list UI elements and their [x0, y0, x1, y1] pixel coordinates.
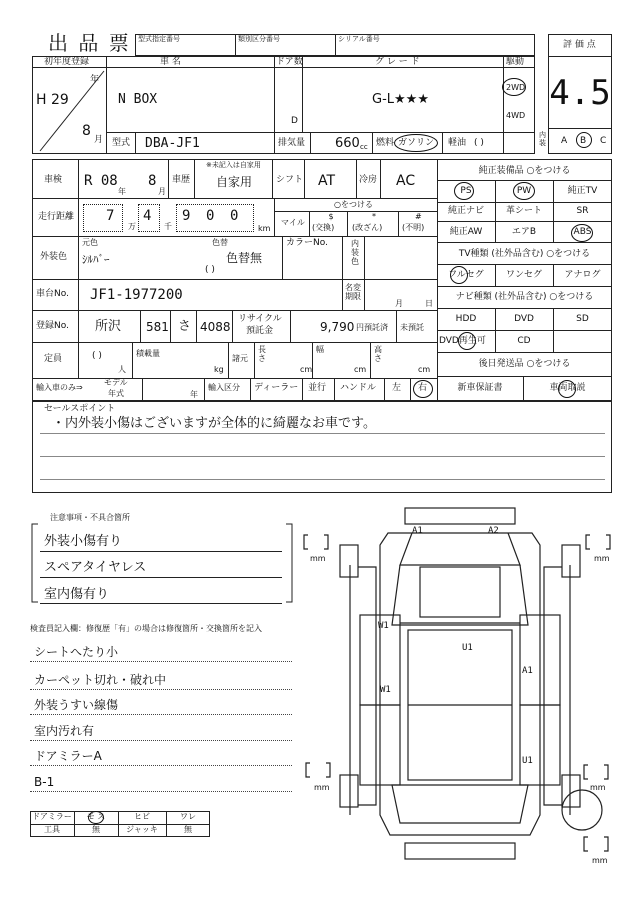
interior-b[interactable]: B [580, 136, 587, 146]
plate-label: 登録No. [36, 321, 69, 331]
year-unit: 年 [90, 75, 100, 85]
fuel-gasoline[interactable]: ガソリン [398, 138, 435, 148]
navi-sd[interactable]: SD [576, 314, 589, 324]
later-manual[interactable]: 車両取説 [549, 383, 586, 393]
color-orig: ｼﾙﾊﾞｰ [82, 253, 110, 266]
displacement-label: 排気量 [278, 138, 306, 148]
later-title: 後日発送品 ○をつける [478, 359, 571, 369]
equip-sr[interactable]: SR [576, 206, 589, 216]
later-manual-circle [558, 380, 576, 398]
dvd-playback[interactable]: DVD再生可 [439, 336, 486, 346]
mileage-digit-4: 0 [206, 208, 215, 224]
first-reg-month: 8 [82, 123, 91, 139]
model-value: DBA-JF1 [145, 136, 200, 151]
tv-title: TV種類 (社外品含む) ○をつける [458, 249, 591, 259]
score-value: 4.5 [549, 73, 611, 113]
import-label: 輸入車のみ⇒ [36, 383, 83, 392]
shaken-label: 車検 [44, 175, 63, 185]
dimensions-label: 諸元 [232, 354, 248, 363]
navi-dvd[interactable]: DVD [514, 314, 534, 324]
cc-unit: cc [360, 143, 368, 151]
width-label: 幅 [316, 345, 324, 354]
history-value: 自家用 [216, 175, 253, 189]
right-label[interactable]: 右 [418, 383, 428, 393]
ac-label: 冷房 [359, 175, 378, 185]
altered-l1[interactable]: * [372, 212, 376, 221]
color-change: 色替無 [226, 251, 263, 265]
tv-fullseg-circle [450, 266, 468, 284]
shaken-month: 8 [148, 173, 157, 189]
unknown-l1[interactable]: # [415, 212, 422, 221]
shaken-value: R 08 [84, 173, 118, 189]
capacity-label: 定員 [44, 354, 63, 364]
genuine-title: 純正装備品 ○をつける [478, 166, 571, 176]
tool-mirror-circle [88, 811, 104, 824]
capacity-value: ( ) [92, 351, 102, 361]
width-cm-unit: cm [354, 365, 367, 374]
equip-abs[interactable]: ABS [573, 227, 592, 237]
note-item-3: 室内傷有り [44, 587, 110, 602]
inspector-label: 検査員記入欄：修復歴「有」の場合は修復箇所・交換箇所を記入 [30, 624, 262, 633]
height-cm-unit: cm [418, 365, 431, 374]
recycle-value: 9,790 [320, 320, 355, 334]
navi-title: ナビ種類 (社外品含む) ○をつける [455, 292, 594, 302]
serial-label: シリアル番号 [338, 35, 380, 43]
unit-man: 万 [128, 222, 136, 231]
name-change-label: 名変期限 [345, 283, 361, 301]
kg-unit: kg [214, 365, 224, 374]
car-name-label: 車 名 [160, 57, 181, 67]
model-year-l1: モデル [104, 378, 128, 387]
grade-label: グ レ ー ド [375, 57, 420, 67]
mileage-digit-2: 4 [143, 208, 152, 224]
recycle-l2: 預託金 [246, 326, 274, 336]
equip-pw-circle [513, 182, 535, 200]
form-title: 出 品 票 [48, 31, 131, 55]
chassis-value: JF1-1977200 [90, 287, 183, 303]
recycle-paid[interactable]: 円預託済 [356, 323, 388, 332]
interior-label: 内装 [539, 131, 546, 147]
equip-abs-circle [571, 224, 593, 242]
mm-unit-spare: mm [592, 856, 608, 865]
name-change-month: 月 [395, 299, 403, 308]
later-warranty[interactable]: 新車保証書 [457, 383, 503, 393]
person-unit: 人 [118, 365, 126, 374]
load-label: 積載量 [136, 349, 160, 358]
mark-u1-right: U1 [522, 756, 533, 766]
inspector-item-1: シートへたり小 [34, 645, 119, 659]
drive-4wd[interactable]: 4WD [506, 111, 526, 120]
equip-airbag[interactable]: エアB [511, 227, 537, 237]
mark-a1-right: A1 [522, 666, 533, 676]
drive-2wd[interactable]: 2WD [506, 83, 526, 92]
ac-value: AC [396, 173, 416, 189]
color-paren: ( ) [205, 265, 215, 275]
height-label: 高さ [374, 345, 382, 363]
history-label: 車歴 [172, 175, 191, 185]
displacement-value: 660 [335, 136, 360, 151]
dealer-label[interactable]: ディーラー [254, 383, 299, 393]
equip-tv[interactable]: 純正TV [567, 186, 598, 196]
fuel-gasoline-circle [394, 134, 438, 152]
navi-cd[interactable]: CD [517, 336, 531, 346]
steering-label: ハンドル [340, 383, 377, 393]
exchange-l1[interactable]: $ [328, 212, 334, 221]
mileage-label: 走行距離 [38, 212, 75, 222]
sales-text: ・内外装小傷はございますが全体的に綺麗なお車です。 [52, 416, 376, 431]
notes-label: 注意事項・不具合箇所 [50, 513, 130, 522]
interior-c[interactable]: C [600, 136, 607, 146]
interior-b-circle [576, 132, 592, 148]
model-label: 型式 [112, 138, 131, 148]
mileage-digit-1: 7 [106, 208, 115, 224]
color-orig-label: 元色 [82, 238, 98, 247]
drive-label: 駆動 [506, 57, 525, 67]
recycle-unpaid[interactable]: 未預託 [400, 323, 424, 332]
equip-pw[interactable]: PW [516, 186, 532, 196]
doors-suffix: D [291, 116, 298, 126]
mile-label[interactable]: マイル [281, 218, 305, 227]
model-year-l2: 年式 [108, 389, 124, 398]
mm-unit-fr: mm [594, 554, 610, 563]
mark-a1-front: A1 [412, 526, 423, 536]
mm-unit-fl: mm [310, 554, 326, 563]
drive-2wd-circle [502, 78, 526, 96]
inspector-item-6: B-1 [34, 775, 55, 789]
equip-leather[interactable]: 革シート [505, 206, 542, 216]
score-label: 評 価 点 [563, 40, 596, 50]
jack-label: ジャッキ [126, 825, 158, 834]
inspector-item-2: カーペット切れ・破れ中 [34, 673, 167, 687]
fuel-label: 燃料 [376, 138, 395, 148]
equip-aw[interactable]: 純正AW [449, 227, 483, 237]
tool-mirror: ドアミラー [32, 812, 72, 821]
shift-value: AT [318, 173, 336, 189]
exchange-l2: (交換) [312, 223, 335, 232]
tool-label: 工具 [44, 825, 60, 834]
shaken-year-unit: 年 [118, 187, 126, 196]
color-label: 外装色 [40, 252, 68, 262]
plate-area: 所沢 [95, 319, 122, 334]
model-year-unit: 年 [190, 390, 198, 399]
mark-w1-left: W1 [378, 621, 389, 631]
tool-value: 無 [92, 825, 100, 834]
tv-analog[interactable]: アナログ [564, 270, 601, 280]
model-designation-label: 型式指定番号 [138, 35, 180, 43]
color-no-label: カラーNo. [286, 238, 328, 248]
first-reg-label: 初年度登録 [44, 57, 90, 67]
unknown-l2: (不明) [402, 223, 425, 232]
tool-crack: ヒビ [134, 812, 150, 821]
fuel-paren: ( ) [474, 138, 484, 148]
shaken-month-unit: 月 [158, 187, 166, 196]
equip-ps-circle [454, 182, 474, 200]
tool-break: ワレ [180, 812, 196, 821]
length-label: 長さ [258, 345, 266, 363]
plate-number: 4088 [200, 320, 231, 334]
shift-label: シフト [276, 175, 304, 185]
interior-color-label: 内装色 [351, 239, 359, 266]
tool-mirror-value: モ ス [86, 812, 106, 821]
altered-l2: (改ざん) [352, 223, 383, 232]
circle-note: ○をつける [334, 200, 373, 209]
doors-label: ドア数 [276, 57, 303, 67]
mileage-digit-5: 0 [230, 208, 239, 224]
note-item-2: スペアタイヤレス [44, 560, 147, 575]
navi-hdd[interactable]: HDD [455, 314, 477, 324]
note-item-1: 外装小傷有り [44, 534, 123, 549]
unit-km: km [258, 224, 271, 233]
mark-u1-roof: U1 [462, 643, 473, 653]
month-unit: 月 [94, 135, 104, 145]
history-note: ※未記入は自家用 [206, 161, 261, 169]
recycle-l1: リサイクル [238, 314, 282, 324]
sales-label: セールスポイント [44, 404, 116, 414]
tv-fullseg[interactable]: フルセグ [448, 270, 484, 280]
grade-value: G-L★★★ [372, 92, 429, 107]
tv-oneseg[interactable]: ワンセグ [505, 270, 542, 280]
car-name: N BOX [118, 92, 158, 107]
jack-value: 無 [184, 825, 192, 834]
mark-w1-left-rear: W1 [380, 685, 391, 695]
first-reg-year: H 29 [36, 92, 69, 108]
dvd-playback-circle [458, 332, 476, 350]
color-change-label: 色替 [212, 238, 228, 247]
category-label: 類別区分番号 [238, 35, 280, 43]
plate-class: 581 [146, 320, 169, 334]
length-cm-unit: cm [300, 365, 313, 374]
mark-a2-front: A2 [488, 526, 499, 536]
unit-sen: 千 [164, 222, 172, 231]
mileage-digit-3: 9 [182, 208, 191, 224]
equip-navi[interactable]: 純正ナビ [447, 206, 484, 216]
parallel-label[interactable]: 並行 [308, 383, 327, 393]
import-type-label: 輸入区分 [208, 383, 240, 392]
mm-unit-rl: mm [314, 783, 330, 792]
chassis-label: 車台No. [36, 289, 69, 299]
inspector-item-4: 室内汚れ有 [34, 724, 95, 738]
plate-kana: さ [178, 319, 192, 334]
interior-a[interactable]: A [561, 136, 568, 146]
car-diagram [300, 505, 620, 875]
inspector-item-3: 外装うすい線傷 [34, 698, 119, 712]
name-change-day: 日 [425, 299, 433, 308]
left-label[interactable]: 左 [392, 383, 402, 393]
fuel-diesel[interactable]: 軽油 [448, 138, 467, 148]
right-circle [413, 380, 433, 398]
equip-ps[interactable]: PS [460, 186, 472, 196]
inspector-item-5: ドアミラーA [34, 749, 102, 763]
mm-unit-rr: mm [590, 783, 606, 792]
